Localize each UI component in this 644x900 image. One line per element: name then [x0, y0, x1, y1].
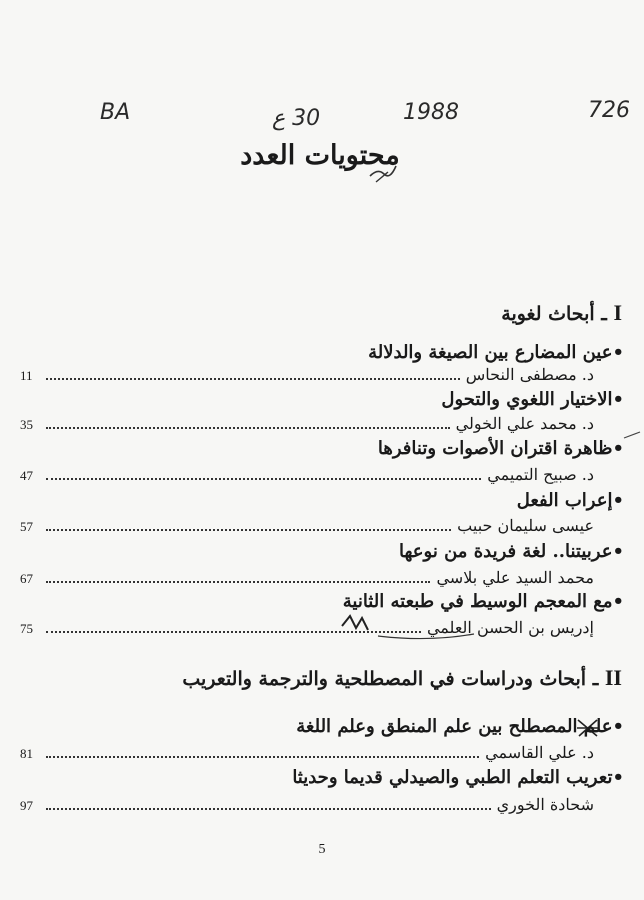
section-heading: II ـ أبحاث ودراسات في المصطلحية والترجمة والتعريب [182, 665, 622, 690]
section-title: أبحاث ودراسات في المصطلحية والترجمة والتعريب [182, 668, 587, 690]
toc-entry [20, 364, 594, 384]
page-number: 57 [20, 519, 33, 534]
toc-entry [20, 567, 594, 587]
page-number: 75 [20, 621, 33, 636]
margin-mark [622, 428, 642, 442]
toc-entry [20, 413, 594, 433]
handwritten-ref-volume: 30 ع [272, 106, 321, 131]
page-number: 47 [20, 468, 33, 483]
section-numeral: II [604, 665, 622, 690]
author-name: د. محمد علي الخولي [455, 414, 594, 433]
handwritten-underline-mark [338, 612, 478, 642]
dot-leader [46, 807, 491, 810]
handwritten-ref-year: 1988 [403, 100, 459, 125]
article-title: •تعريب التعلم الطبي والصيدلي قديما وحديثا [292, 767, 624, 788]
article-title: •إعراب الفعل [516, 490, 624, 511]
article-title: •عين المضارع بين الصيغة والدلالة [368, 342, 624, 363]
article-title: •عربيتنا.. لغة فريدة من نوعها [399, 541, 624, 562]
toc-entry [20, 464, 594, 484]
author-name: شحادة الخوري [496, 795, 594, 814]
dot-leader [46, 377, 460, 380]
page-number: 97 [20, 798, 33, 813]
author-name: عيسى سليمان حبيب [457, 516, 594, 535]
article-title: •الاختيار اللغوي والتحول [441, 389, 624, 410]
toc-entry [20, 742, 594, 762]
handwritten-ref-right: 726 [588, 98, 630, 123]
dot-leader [46, 755, 479, 758]
toc-entry [20, 617, 594, 637]
handwritten-check-mark [368, 162, 398, 184]
section-numeral: I [613, 300, 622, 325]
article-title: •ظاهرة اقتران الأصوات وتنافرها [377, 438, 624, 459]
author-name: د. علي القاسمي [485, 743, 594, 762]
dot-leader [46, 477, 481, 480]
dot-leader [46, 528, 451, 531]
author-name: إدريس بن الحسن العلمي [426, 618, 594, 637]
author-name: د. صبيح التميمي [487, 465, 594, 484]
article-title: •مع المعجم الوسيط في طبعته الثانية [342, 591, 624, 612]
page-number: 67 [20, 571, 33, 586]
toc-entry [20, 515, 594, 535]
author-name: د. مصطفى النحاس [465, 365, 594, 384]
toc-entry [20, 794, 594, 814]
author-name: محمد السيد علي بلاسي [436, 568, 594, 587]
article-title: •علم المصطلح بين علم المنطق وعلم اللغة [296, 716, 624, 737]
section-title: أبحاث لغوية [501, 303, 595, 325]
page-number: 11 [20, 368, 33, 383]
page-number: 81 [20, 746, 33, 761]
section-heading: I ـ أبحاث لغوية [501, 300, 622, 325]
handwritten-ref-left: BA [100, 100, 131, 125]
page-folio: 5 [318, 842, 326, 857]
page-number: 35 [20, 417, 33, 432]
dot-leader [46, 580, 430, 583]
dot-leader [46, 426, 450, 429]
page-title: محتويات العدد [240, 140, 400, 171]
